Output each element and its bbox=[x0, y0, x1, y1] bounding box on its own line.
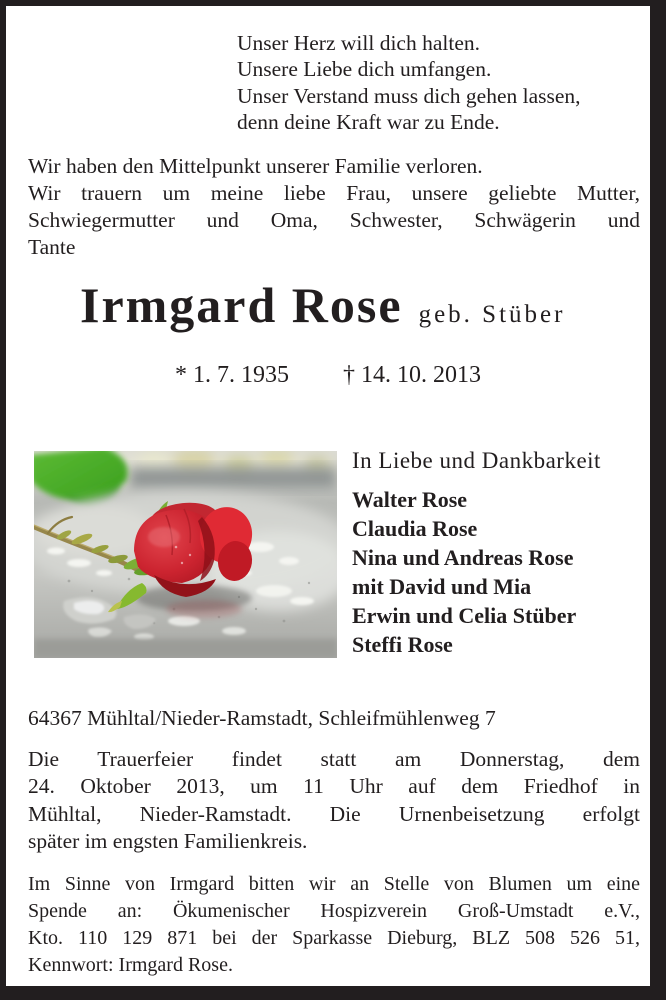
donation-line: Spende an: Ökumenischer Hospizverein Groß-Umstadt e.V., bbox=[28, 900, 640, 922]
funeral-line: Mühltal, Nieder-Ramstadt. Die Urnenbeisetzung erfolgt bbox=[28, 801, 640, 826]
poem bbox=[237, 30, 581, 135]
rose-photo bbox=[34, 451, 337, 658]
tribute-block bbox=[352, 448, 601, 659]
dedication-line: In Liebe und Dankbarkeit bbox=[352, 448, 601, 473]
funeral-line: 24. Oktober 2013, um 11 Uhr auf dem Friedhof in bbox=[28, 774, 640, 799]
deceased-name: Irmgard Rose bbox=[80, 277, 403, 333]
mourner-name: Walter Rose bbox=[352, 487, 468, 512]
life-dates bbox=[175, 362, 481, 389]
donation-line: Kto. 110 129 871 bei der Sparkasse Dieburg, BLZ 508 526 51, bbox=[28, 927, 640, 949]
death-date: † 14. 10. 2013 bbox=[343, 362, 481, 388]
mourner-name: mit David und Mia bbox=[352, 574, 532, 599]
deceased-name-row bbox=[80, 277, 566, 333]
maiden-name: geb. Stüber bbox=[418, 301, 566, 328]
birth-date: * 1. 7. 1935 bbox=[175, 362, 289, 388]
intro-paragraph bbox=[28, 153, 640, 261]
poem-line: Unsere Liebe dich umfangen. bbox=[237, 57, 492, 82]
donation-paragraph bbox=[28, 871, 640, 979]
funeral-line: Die Trauerfeier findet statt am Donnerstag, dem bbox=[28, 747, 640, 771]
poem-line: denn deine Kraft war zu Ende. bbox=[237, 109, 500, 134]
poem-line: Unser Herz will dich halten. bbox=[237, 31, 480, 55]
donation-line: Im Sinne von Irmgard bitten wir an Stelle von Blumen um eine bbox=[28, 873, 640, 895]
intro-line: Schwiegermutter und Oma, Schwester, Schwägerin und bbox=[28, 208, 640, 232]
address-line: 64367 Mühltal/Nieder-Ramstadt, Schleifmühlenweg 7 bbox=[28, 706, 496, 730]
funeral-paragraph bbox=[28, 746, 640, 855]
mourner-name: Nina und Andreas Rose bbox=[352, 545, 574, 570]
poem-line: Unser Verstand muss dich gehen lassen, bbox=[237, 83, 581, 108]
funeral-line: später im engsten Familienkreis. bbox=[28, 828, 308, 853]
donation-line: Kennwort: Irmgard Rose. bbox=[28, 954, 233, 976]
mourner-name: Steffi Rose bbox=[352, 632, 453, 657]
mourner-name: Erwin und Celia Stüber bbox=[352, 603, 577, 628]
intro-line: Tante bbox=[28, 235, 76, 259]
intro-line: Wir haben den Mittelpunkt unserer Familie verloren. bbox=[28, 154, 483, 178]
mourner-name: Claudia Rose bbox=[352, 516, 478, 541]
intro-line: Wir trauern um meine liebe Frau, unsere geliebte Mutter, bbox=[28, 181, 640, 205]
